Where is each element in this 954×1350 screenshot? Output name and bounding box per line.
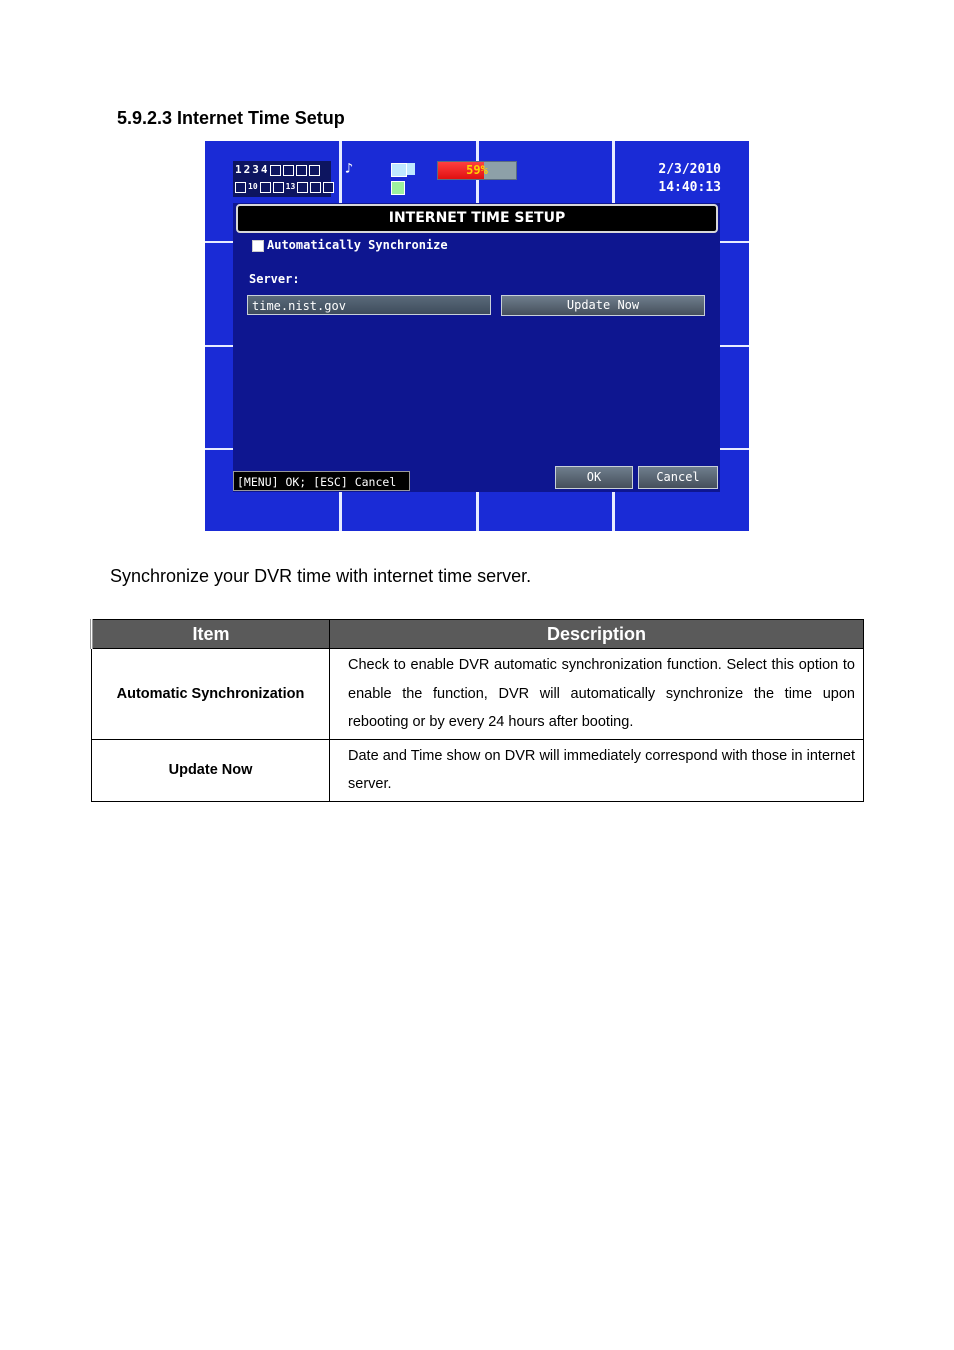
table-cell-description: Date and Time show on DVR will immediately correspond with those in internet server. bbox=[330, 739, 864, 801]
table-row bbox=[92, 739, 864, 801]
column-header-item: Item bbox=[92, 620, 330, 649]
auto-sync-checkbox[interactable] bbox=[252, 240, 264, 252]
cancel-button[interactable]: Cancel bbox=[638, 466, 718, 489]
channel-row bbox=[235, 180, 334, 194]
channel-number: 1 bbox=[235, 163, 242, 176]
server-label: Server: bbox=[249, 272, 300, 286]
settings-table bbox=[90, 619, 864, 802]
ok-button[interactable]: OK bbox=[555, 466, 633, 489]
table-cell-item: Automatic Synchronization bbox=[92, 649, 330, 740]
hdd-icon bbox=[391, 163, 407, 177]
table-cell-item: Update Now bbox=[92, 739, 330, 801]
channel-box-icon bbox=[297, 182, 308, 193]
channel-box-icon bbox=[296, 165, 307, 176]
usb-icon bbox=[391, 181, 405, 195]
channel-box-icon bbox=[283, 165, 294, 176]
channel-number: 4 bbox=[260, 163, 268, 176]
channel-box-icon bbox=[273, 182, 284, 193]
auto-sync-label: Automatically Synchronize bbox=[267, 238, 448, 252]
channel-box-icon bbox=[270, 165, 281, 176]
table-row bbox=[92, 649, 864, 740]
speaker-icon: ♪ bbox=[344, 161, 354, 177]
hdd-usage-label: 59% bbox=[466, 163, 488, 177]
channel-box-icon bbox=[235, 182, 246, 193]
channel-box-icon bbox=[309, 165, 320, 176]
section-heading: 5.9.2.3 Internet Time Setup bbox=[117, 108, 345, 128]
column-header-description: Description bbox=[330, 620, 864, 649]
date-display: 2/3/2010 bbox=[658, 162, 721, 177]
network-icon bbox=[407, 163, 415, 175]
update-now-button[interactable]: Update Now bbox=[501, 295, 705, 316]
channel-indicator bbox=[233, 161, 331, 197]
status-bar bbox=[205, 141, 749, 201]
table-header-row bbox=[92, 620, 864, 649]
internet-time-dialog bbox=[233, 203, 720, 492]
server-input[interactable]: time.nist.gov bbox=[247, 295, 491, 315]
channel-number: 2 bbox=[243, 163, 251, 176]
description-text: Synchronize your DVR time with internet time server. bbox=[110, 566, 532, 586]
channel-number: 10 bbox=[248, 182, 258, 191]
dialog-title: INTERNET TIME SETUP bbox=[236, 204, 718, 233]
time-display: 14:40:13 bbox=[658, 180, 721, 195]
clock bbox=[658, 161, 721, 197]
dvr-screenshot bbox=[205, 141, 749, 531]
channel-number: 13 bbox=[285, 182, 296, 191]
channel-box-icon bbox=[323, 182, 334, 193]
channel-row bbox=[235, 163, 320, 177]
channel-box-icon bbox=[310, 182, 321, 193]
key-hint: [MENU] OK; [ESC] Cancel bbox=[233, 471, 410, 491]
table-cell-description: Check to enable DVR automatic synchronization function. Select this option to enable the function, DVR will automatically synchronize the time upon rebooting or by every 24 hours after booting. bbox=[330, 649, 864, 740]
channel-box-icon bbox=[260, 182, 271, 193]
hdd-usage-bar bbox=[437, 161, 517, 180]
channel-number: 3 bbox=[252, 163, 259, 176]
